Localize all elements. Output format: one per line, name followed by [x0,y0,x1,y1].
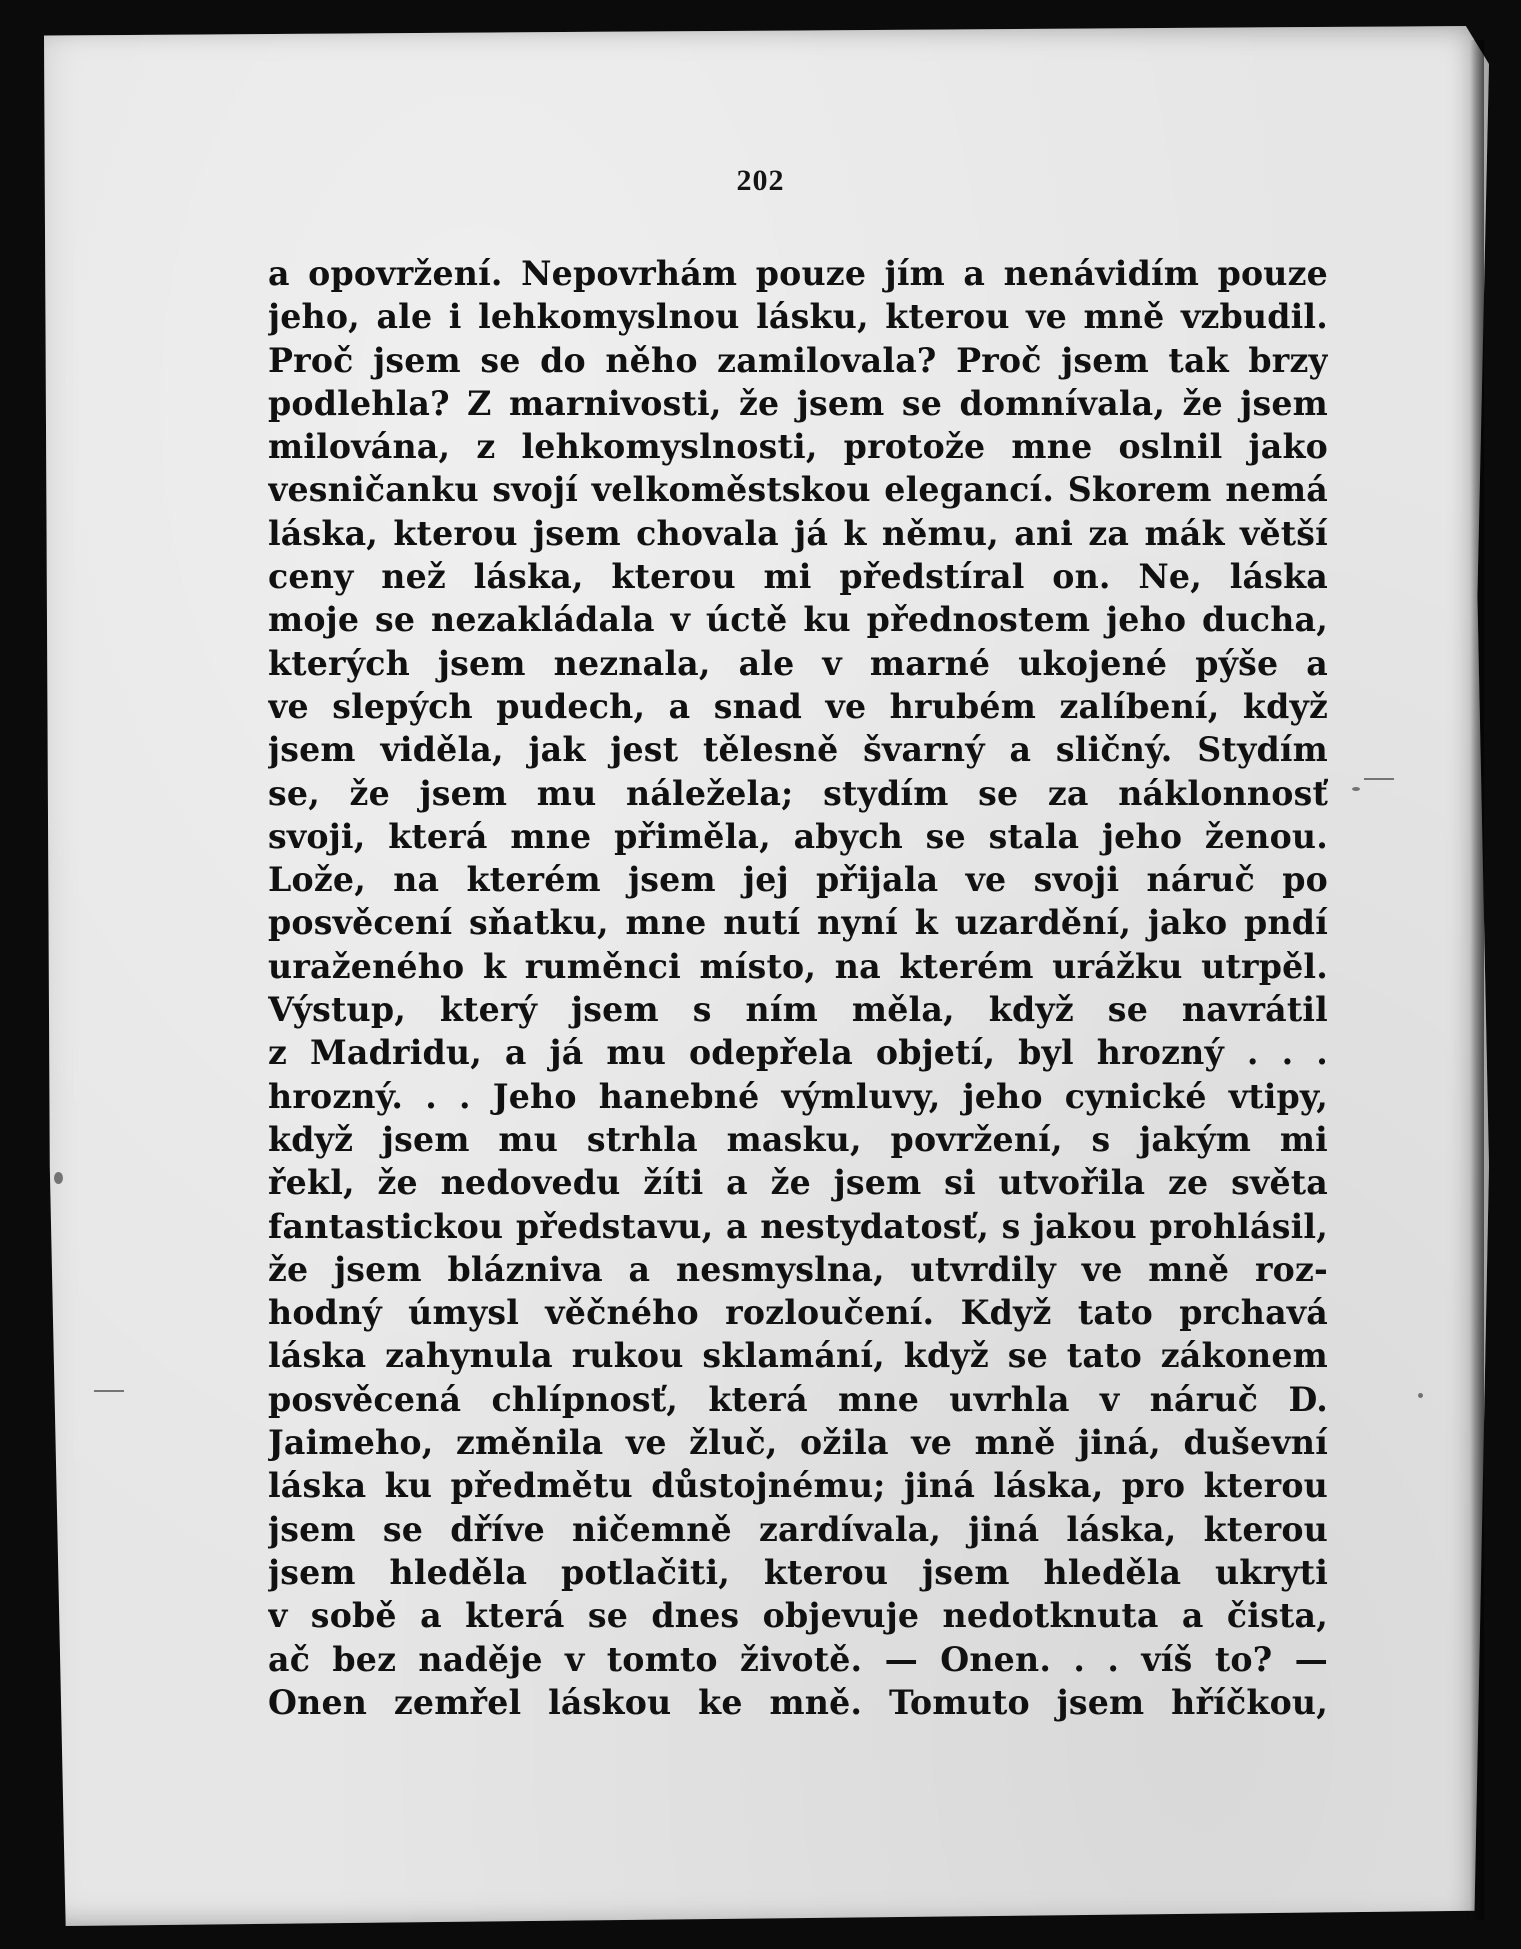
text-line: řekl, že nedovedu žíti a že jsem si utvořila ze světa [268,1163,1328,1203]
text-line: milována, z lehkomyslnosti, protože mne oslnil jako [268,427,1328,467]
text-line: láska zahynula rukou sklamání, když se tato zákonem [268,1336,1328,1376]
text-line: ač bez naděje v tomto životě. — Onen. . . víš to? — [268,1639,1328,1679]
text-line: Proč jsem se do něho zamilovala? Proč jsem tak brzy [268,340,1328,380]
text-line: posvěcení sňatku, mne nutí nyní k uzardění, jako pndí [268,903,1328,943]
text-line: jsem hleděla potlačiti, kterou jsem hleděla ukryti [268,1552,1328,1592]
text-line: a opovržení. Nepovrhám pouze jím a nenávidím pouze [268,254,1328,293]
text-line: když jsem mu strhla masku, povržení, s jakým mi [268,1119,1328,1159]
body-text [268,252,1328,1724]
page-number: 202 [736,164,785,197]
text-line: Výstup, který jsem s ním měla, když se navrátil [268,990,1328,1030]
text-line: hodný úmysl věčného rozloučení. Když tato prchavá [268,1293,1328,1333]
text-line: vesničanku svojí velkoměstskou elegancí. Skorem nemá [268,470,1328,510]
scan-speck [1352,787,1360,791]
text-line: že jsem blázniva a nesmyslna, utvrdily ve mně roz- [268,1249,1328,1289]
text-line: se, že jsem mu náležela; stydím se za náklonnosť [268,773,1328,813]
scan-speck [1364,778,1394,780]
text-line: posvěcená chlípnosť, která mne uvrhla v náruč D. [268,1379,1328,1419]
scan-speck [54,1172,63,1184]
text-line: moje se nezakládala v úctě ku přednostem jeho ducha, [268,600,1328,640]
scan-speck [94,1390,124,1392]
text-line: láska ku předmětu důstojnému; jiná láska, pro kterou [268,1466,1328,1506]
page-binding-shadow [1470,40,1484,1920]
text-line: svoji, která mne přiměla, abych se stala jeho ženou. [268,816,1328,856]
text-line: Lože, na kterém jsem jej přijala ve svoji náruč po [268,860,1328,900]
text-line: hrozný. . . Jeho hanebné výmluvy, jeho cynické vtipy, [268,1076,1328,1116]
text-line: jsem se dříve ničemně zardívala, jiná láska, kterou [268,1509,1328,1549]
text-line: jsem viděla, jak jest tělesně švarný a sličný. Stydím [268,730,1328,770]
text-line: uraženého k ruměnci místo, na kterém urážku utrpěl. [268,946,1328,986]
text-line: ceny než láska, kterou mi předstíral on. Ne, láska [268,557,1328,597]
text-line: fantastickou představu, a nestydatosť, s jakou prohlásil, [268,1206,1328,1246]
text-line: kterých jsem neznala, ale v marné ukojené pýše a [268,643,1328,683]
text-line: podlehla? Z marnivosti, že jsem se domnívala, že jsem [268,383,1328,423]
scan-speck [1418,1393,1423,1398]
text-line: z Madridu, a já mu odepřela objetí, byl hrozný . . . [268,1033,1328,1073]
text-line: ve slepých pudech, a snad ve hrubém zalíbení, když [268,686,1328,726]
text-line: Jaimeho, změnila ve žluč, ožila ve mně jiná, duševní [268,1423,1328,1463]
text-line: láska, kterou jsem chovala já k němu, ani za mák větší [268,513,1328,553]
text-line: v sobě a která se dnes objevuje nedotknuta a čista, [268,1596,1328,1636]
text-line: jeho, ale i lehkomyslnou lásku, kterou ve mně vzbudil. [268,297,1328,337]
text-line: Onen zemřel láskou ke mně. Tomuto jsem hříčkou, [268,1682,1328,1722]
